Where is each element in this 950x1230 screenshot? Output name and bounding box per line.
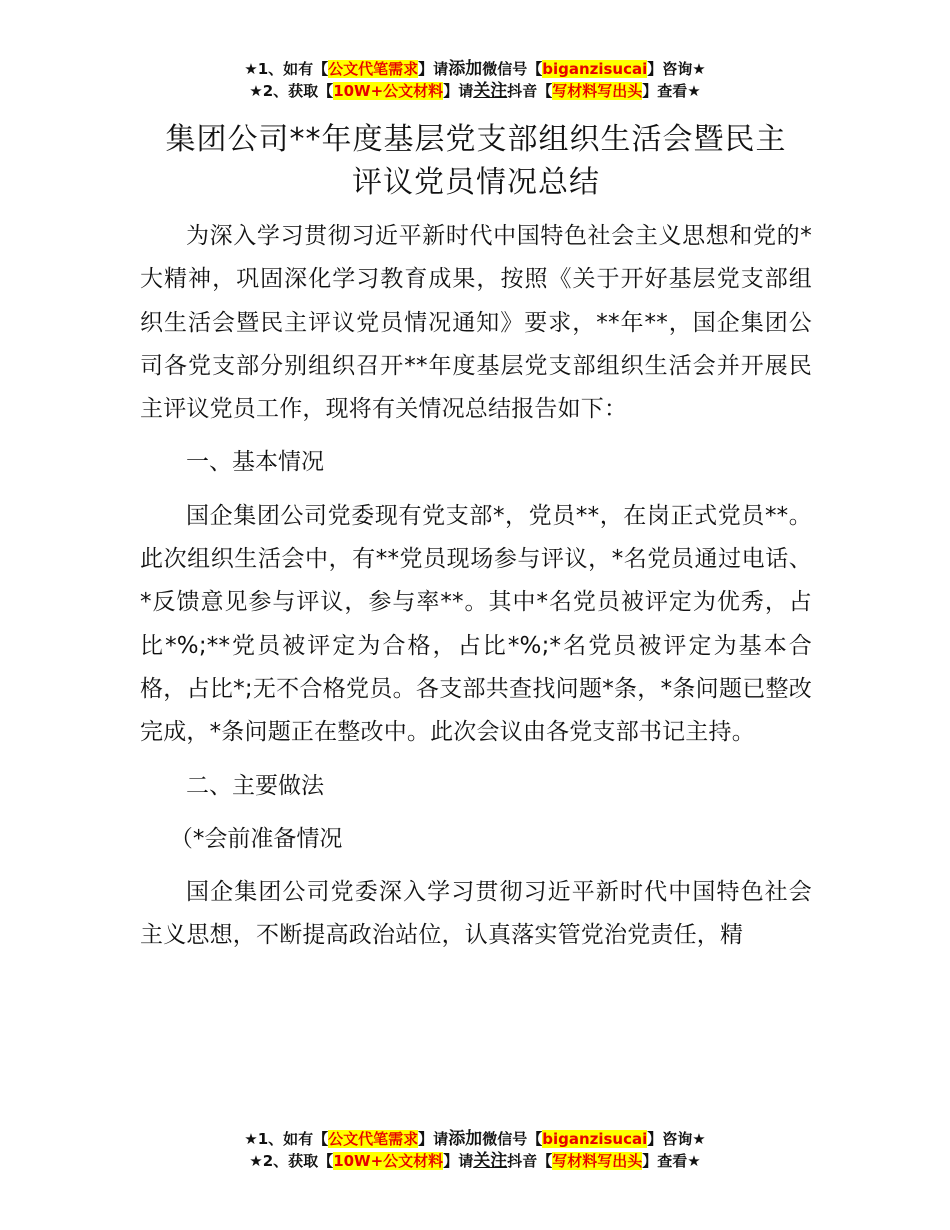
banner-line-1 [0,1128,950,1150]
banner-highlight: 写材料写出头 [552,82,643,100]
banner-text: ★1、如有【 [244,1130,329,1148]
banner-line-1 [0,58,950,80]
document-body [140,118,812,958]
title-line-2: 评议党员情况总结 [352,165,600,200]
banner-text: 】请 [418,1130,449,1148]
banner-highlight: biganzisucai [542,60,648,78]
document-title [140,118,812,204]
banner-text: 】请 [443,1152,474,1170]
banner-emphasis: 添加 [448,1129,483,1149]
banner-text: 微信号【 [482,1130,543,1148]
banner-line-2 [0,80,950,102]
banner-highlight: 写材料写出头 [552,1152,643,1170]
section-heading-methods: 二、主要做法 [186,772,324,799]
subsection-heading-preparation: （*会前准备情况 [169,825,343,852]
paragraph-intro: 为深入学习贯彻习近平新时代中国特色社会主义思想和党的*大精神，巩固深化学习教育成果，按照《关于开好基层党支部组织生活会暨民主评议党员情况通知》要求，**年**，国企集团公司各党支部分别组织召开**年度基层党支部组织生活会并开展民主评议党员工作，现将有关情况总结报告如下： [140,223,812,423]
banner-emphasis: 关注 [473,1151,508,1171]
banner-text: 微信号【 [482,60,543,78]
banner-text: ★2、获取【 [249,1152,334,1170]
banner-highlight: 10W+公文材料 [333,82,444,100]
banner-highlight: 10W+公文材料 [333,1152,444,1170]
banner-text: 】咨询★ [647,1130,706,1148]
banner-text: 抖音【 [507,1152,553,1170]
paragraph-basic-info: 国企集团公司党委现有党支部*，党员**，在岗正式党员**。此次组织生活会中，有**党员现场参与评议，*名党员通过电话、*反馈意见参与评议，参与率**。其中*名党员被评定为优秀，占比*%;**党员被评定为合格，占比*%;*名党员被评定为基本合格，占比*;无不合格党员。各支部共查找问题*条，*条问题已整改完成，*条问题正在整改中。此次会议由各党支部书记主持。 [140,502,812,746]
title-line-1: 集团公司**年度基层党支部组织生活会暨民主 [165,122,787,157]
banner-emphasis: 关注 [473,81,508,101]
banner-text: 】请 [418,60,449,78]
footer-banner [0,1128,950,1172]
banner-highlight: 公文代笔需求 [328,60,419,78]
paragraph-preparation: 国企集团公司党委深入学习贯彻习近平新时代中国特色社会主义思想，不断提高政治站位，认真落实管党治党责任，精 [140,879,812,949]
banner-text: 抖音【 [507,82,553,100]
banner-text: ★2、获取【 [249,82,334,100]
banner-text: 】查看★ [642,82,701,100]
banner-highlight: biganzisucai [542,1130,648,1148]
banner-text: 】查看★ [642,1152,701,1170]
banner-text: 】咨询★ [647,60,706,78]
banner-highlight: 公文代笔需求 [328,1130,419,1148]
section-heading-basic: 一、基本情况 [186,449,324,476]
banner-emphasis: 添加 [448,59,483,79]
banner-line-2 [0,1150,950,1172]
banner-text: ★1、如有【 [244,60,329,78]
header-banner [0,58,950,102]
banner-text: 】请 [443,82,474,100]
